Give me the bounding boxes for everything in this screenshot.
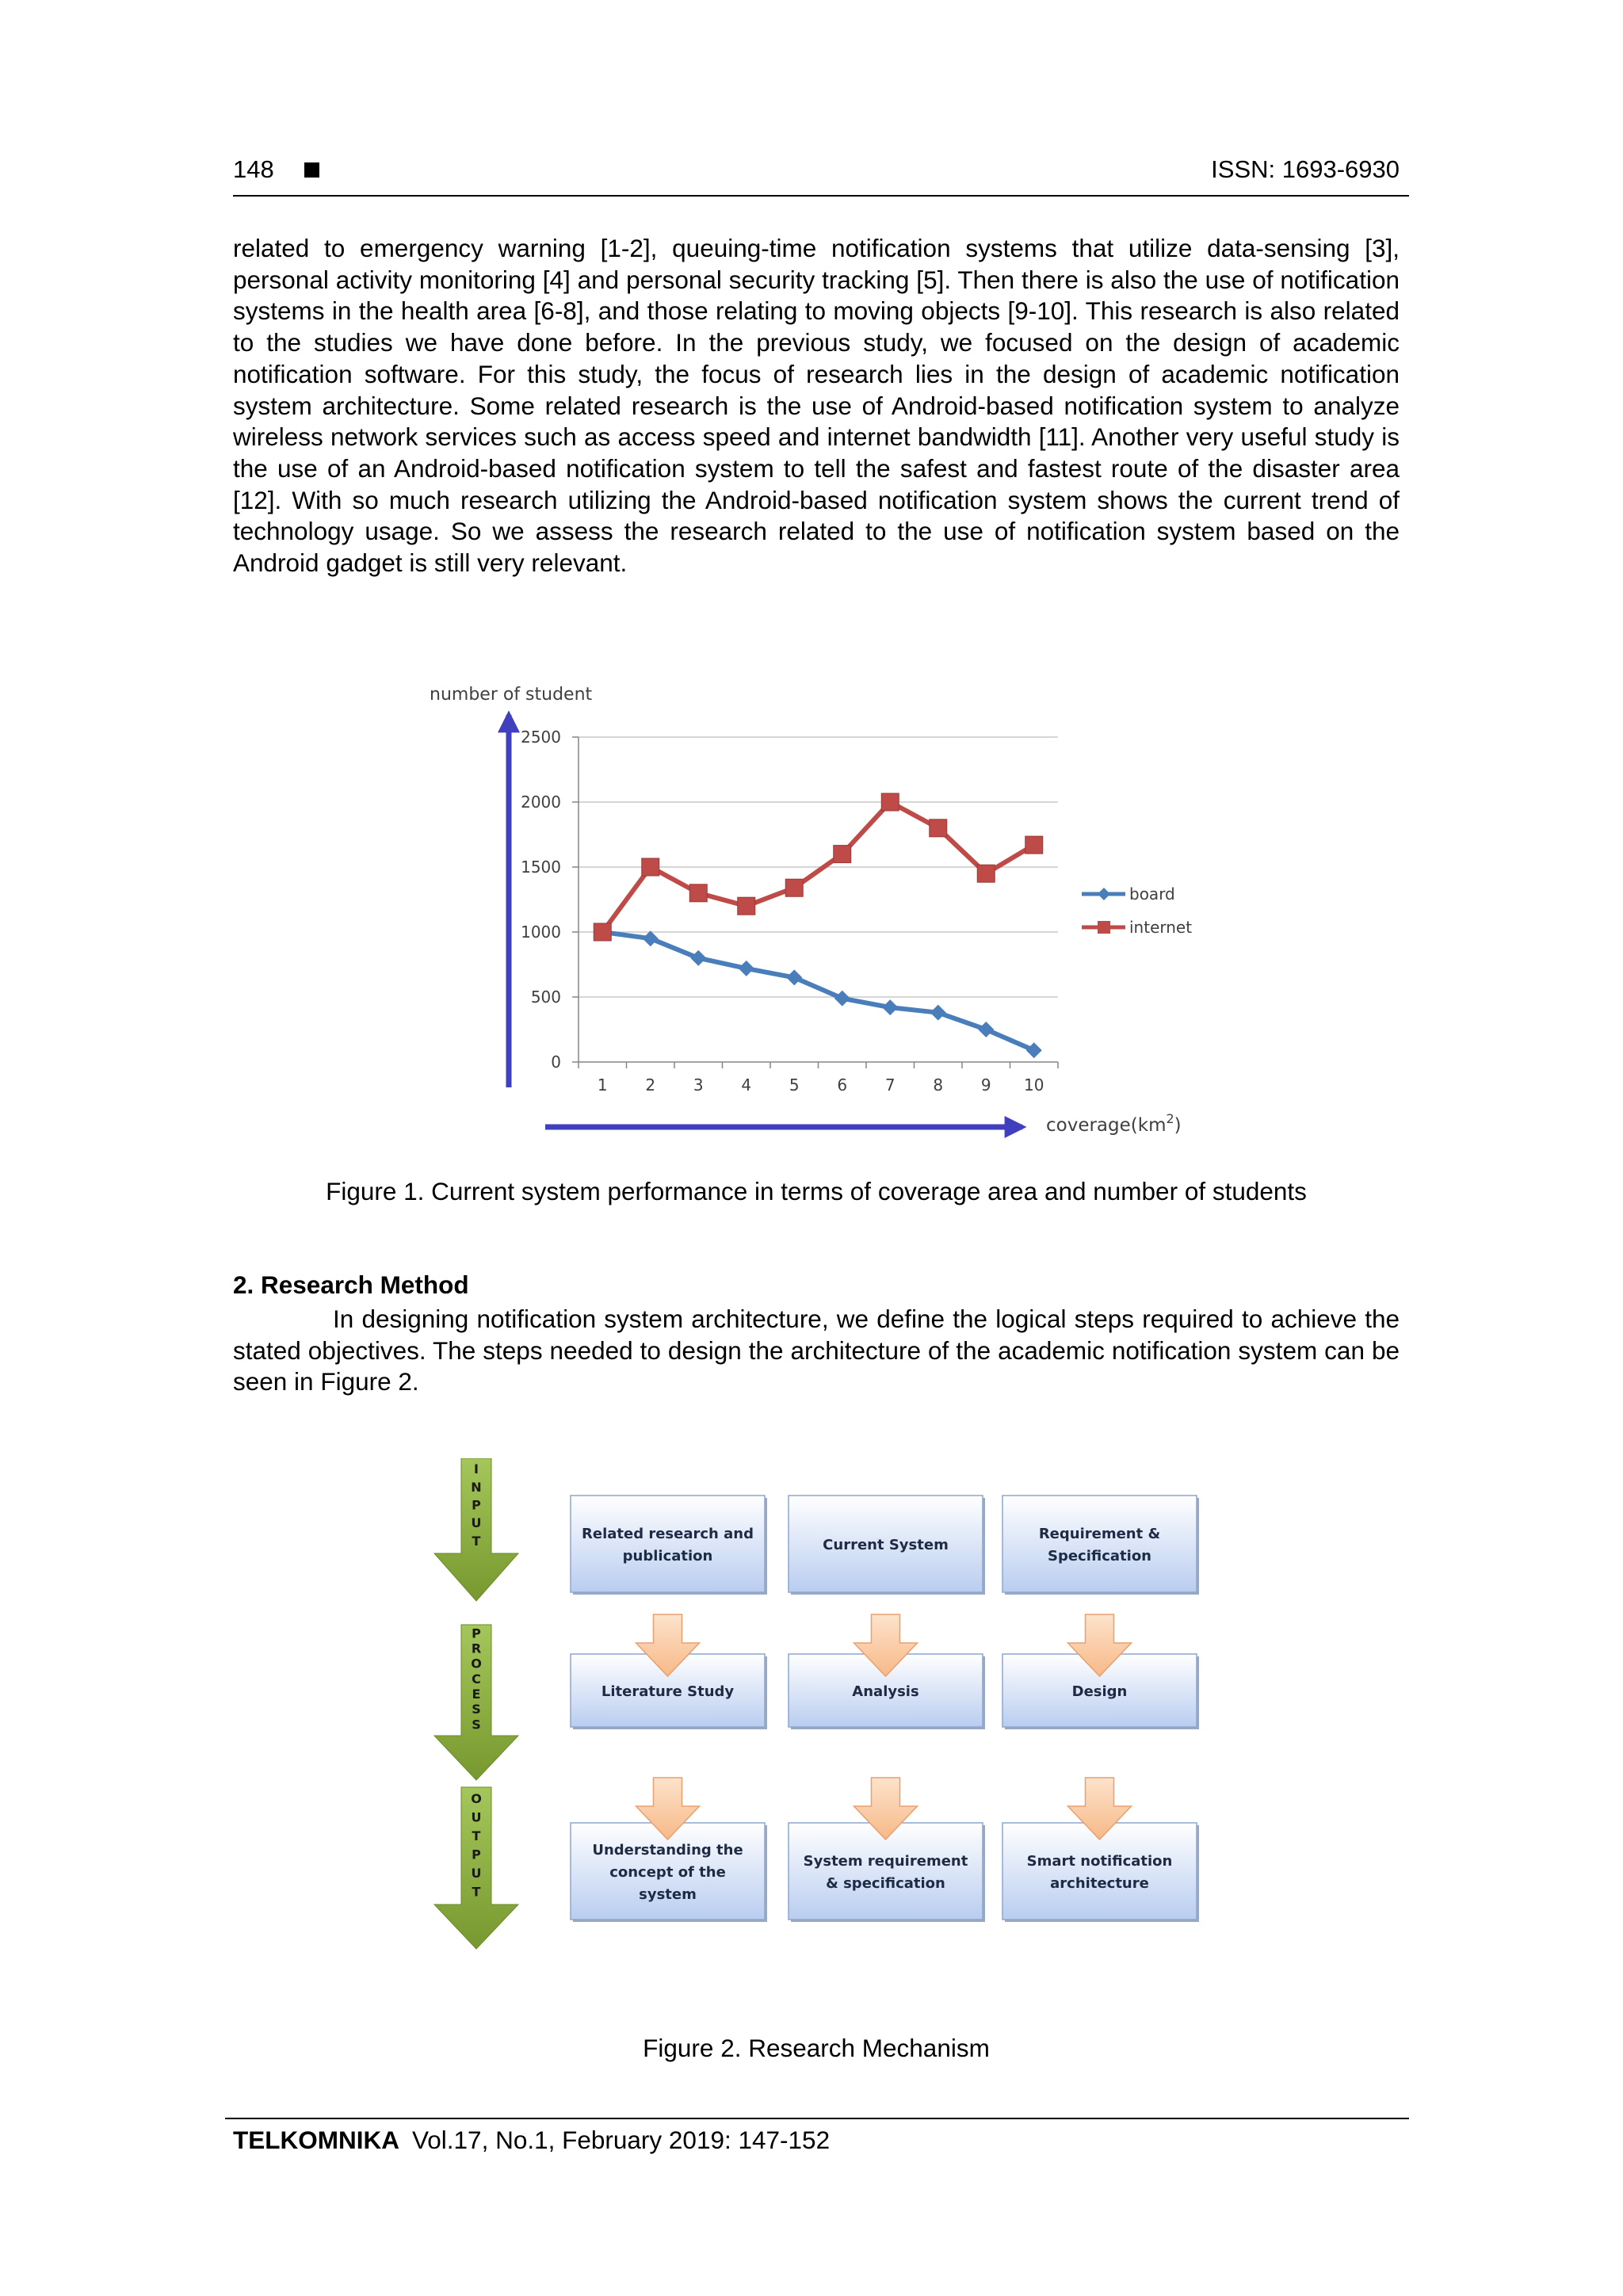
square-bullet-icon: [304, 162, 319, 178]
data-point-board: [1026, 1042, 1042, 1058]
stage-letter: U: [471, 1865, 482, 1881]
stage-letter: N: [471, 1479, 482, 1495]
process-box-label: Design: [1071, 1683, 1128, 1700]
data-point-internet: [594, 923, 611, 941]
process-box-label: Specification: [1047, 1548, 1152, 1564]
x-tick-label: 6: [837, 1075, 848, 1095]
x-tick-label: 1: [597, 1075, 608, 1095]
data-point-internet: [881, 793, 899, 811]
process-box-label: & specification: [826, 1875, 945, 1892]
data-point-board: [739, 961, 754, 976]
process-box-label: Current System: [823, 1537, 949, 1553]
process-box-label: architecture: [1050, 1875, 1149, 1892]
legend-label-board: board: [1129, 884, 1175, 904]
footer: [233, 2126, 830, 2155]
x-tick-label: 10: [1024, 1075, 1044, 1095]
journal-citation: Vol.17, No.1, February 2019: 147-152: [411, 2126, 831, 2154]
figure2-caption: Figure 2. Research Mechanism: [643, 2034, 990, 2062]
figure1-caption: Figure 1. Current system performance in terms of coverage area and number of students: [326, 1177, 1307, 1205]
legend-label-internet: internet: [1129, 918, 1193, 937]
x-tick-label: 3: [693, 1075, 704, 1095]
figure2-diagram: [428, 1458, 1205, 2013]
journal-name: TELKOMNIKA: [233, 2126, 399, 2154]
process-box-label: Related research and: [582, 1526, 754, 1542]
y-tick-label: 2500: [521, 728, 561, 747]
process-box-label: publication: [622, 1548, 713, 1564]
data-point-board: [786, 969, 802, 985]
data-point-internet: [930, 819, 947, 837]
stage-letter: E: [472, 1687, 481, 1702]
stage-letter: T: [472, 1884, 481, 1900]
process-box-label: Requirement &: [1038, 1526, 1161, 1542]
stage-letter: O: [471, 1656, 482, 1671]
stage-letter: P: [472, 1626, 481, 1641]
stage-letter: O: [471, 1790, 482, 1806]
y-tick-label: 1500: [521, 858, 561, 877]
x-axis-label: $coverage(km^2)$: [1046, 1111, 1182, 1136]
data-point-board: [930, 1005, 946, 1021]
legend-marker-board: [1098, 888, 1110, 900]
stage-letter: S: [472, 1702, 481, 1717]
stage-letter: S: [472, 1717, 481, 1733]
x-tick-label: 4: [741, 1075, 752, 1095]
stage-letter: T: [472, 1828, 481, 1843]
data-point-board: [690, 950, 706, 966]
y-tick-label: 0: [551, 1052, 561, 1072]
stage-letter: U: [471, 1515, 482, 1531]
process-box-label: Understanding the: [592, 1842, 743, 1859]
process-box: [571, 1496, 765, 1592]
series-line-board: [602, 932, 1034, 1050]
stage-letter: R: [471, 1641, 482, 1656]
data-point-internet: [689, 884, 707, 902]
page-number: 148: [233, 155, 274, 183]
paragraph-method: In designing notification system architecture, we define the logical steps required to achieve the stated objectives. The steps needed to design the architecture of the academic notification system can be seen in Figure 2.: [233, 1305, 1400, 1396]
process-box-label: Literature Study: [601, 1683, 735, 1700]
data-point-board: [882, 999, 898, 1015]
data-point-board: [978, 1022, 994, 1037]
stage-letter: C: [472, 1671, 481, 1687]
legend-marker-internet: [1098, 921, 1110, 934]
x-tick-label: 7: [884, 1075, 896, 1095]
y-tick-label: 500: [530, 988, 561, 1007]
process-box-label: system: [639, 1886, 697, 1903]
data-point-internet: [738, 897, 755, 915]
issn: ISSN: 1693-6930: [1211, 155, 1400, 183]
y-tick-label: 1000: [521, 923, 561, 942]
stage-letter: U: [471, 1809, 482, 1825]
figure1-chart: [412, 674, 1220, 1149]
footer-rule: [225, 2118, 1409, 2119]
data-point-internet: [785, 879, 803, 896]
stage-letter: I: [474, 1461, 479, 1477]
data-point-internet: [834, 846, 851, 863]
x-tick-label: 9: [980, 1075, 991, 1095]
process-box-label: Smart notification: [1026, 1853, 1173, 1870]
process-box: [1002, 1496, 1197, 1592]
stage-letter: P: [472, 1847, 481, 1862]
data-point-internet: [642, 858, 659, 876]
data-point-internet: [1025, 836, 1043, 854]
stage-letter: P: [472, 1497, 481, 1513]
stage-letter: T: [472, 1533, 481, 1549]
x-tick-label: 8: [933, 1075, 944, 1095]
section-title: 2. Research Method: [233, 1270, 469, 1299]
process-box-label: System requirement: [803, 1853, 968, 1870]
header-rule: [233, 195, 1409, 197]
process-box-label: concept of the: [609, 1864, 726, 1881]
y-axis-label: number of student: [430, 685, 593, 705]
data-point-board: [834, 991, 850, 1007]
y-tick-label: 2000: [521, 793, 561, 812]
x-tick-label: 5: [789, 1075, 800, 1095]
data-point-board: [643, 930, 659, 946]
data-point-internet: [977, 865, 995, 882]
x-tick-label: 2: [645, 1075, 656, 1095]
process-box-label: Analysis: [852, 1683, 919, 1700]
paragraph-intro: related to emergency warning [1-2], queuing-time notification systems that utilize data-sensing [3], personal activity monitoring [4] and personal security tracking [5]. Then there is also the use of notification systems in the health area [6-8], and those relating to moving objects [9-10]. This research is also related to the studies we have done before. In the previous study, we focused on the design of academic notification software. For this study, the focus of research lies in the design of academic notification system architecture. Some related research is the use of Android-based notification system to analyze wireless network services such as access speed and internet bandwidth [11]. Another very useful study is the use of an Android-based notification system to tell the safest and fastest route of the disaster area [12]. With so much research utilizing the Android-based notification system shows the current trend of technology usage. So we assess the research related to the use of notification system based on the Android gadget is still very relevant.: [233, 234, 1400, 578]
